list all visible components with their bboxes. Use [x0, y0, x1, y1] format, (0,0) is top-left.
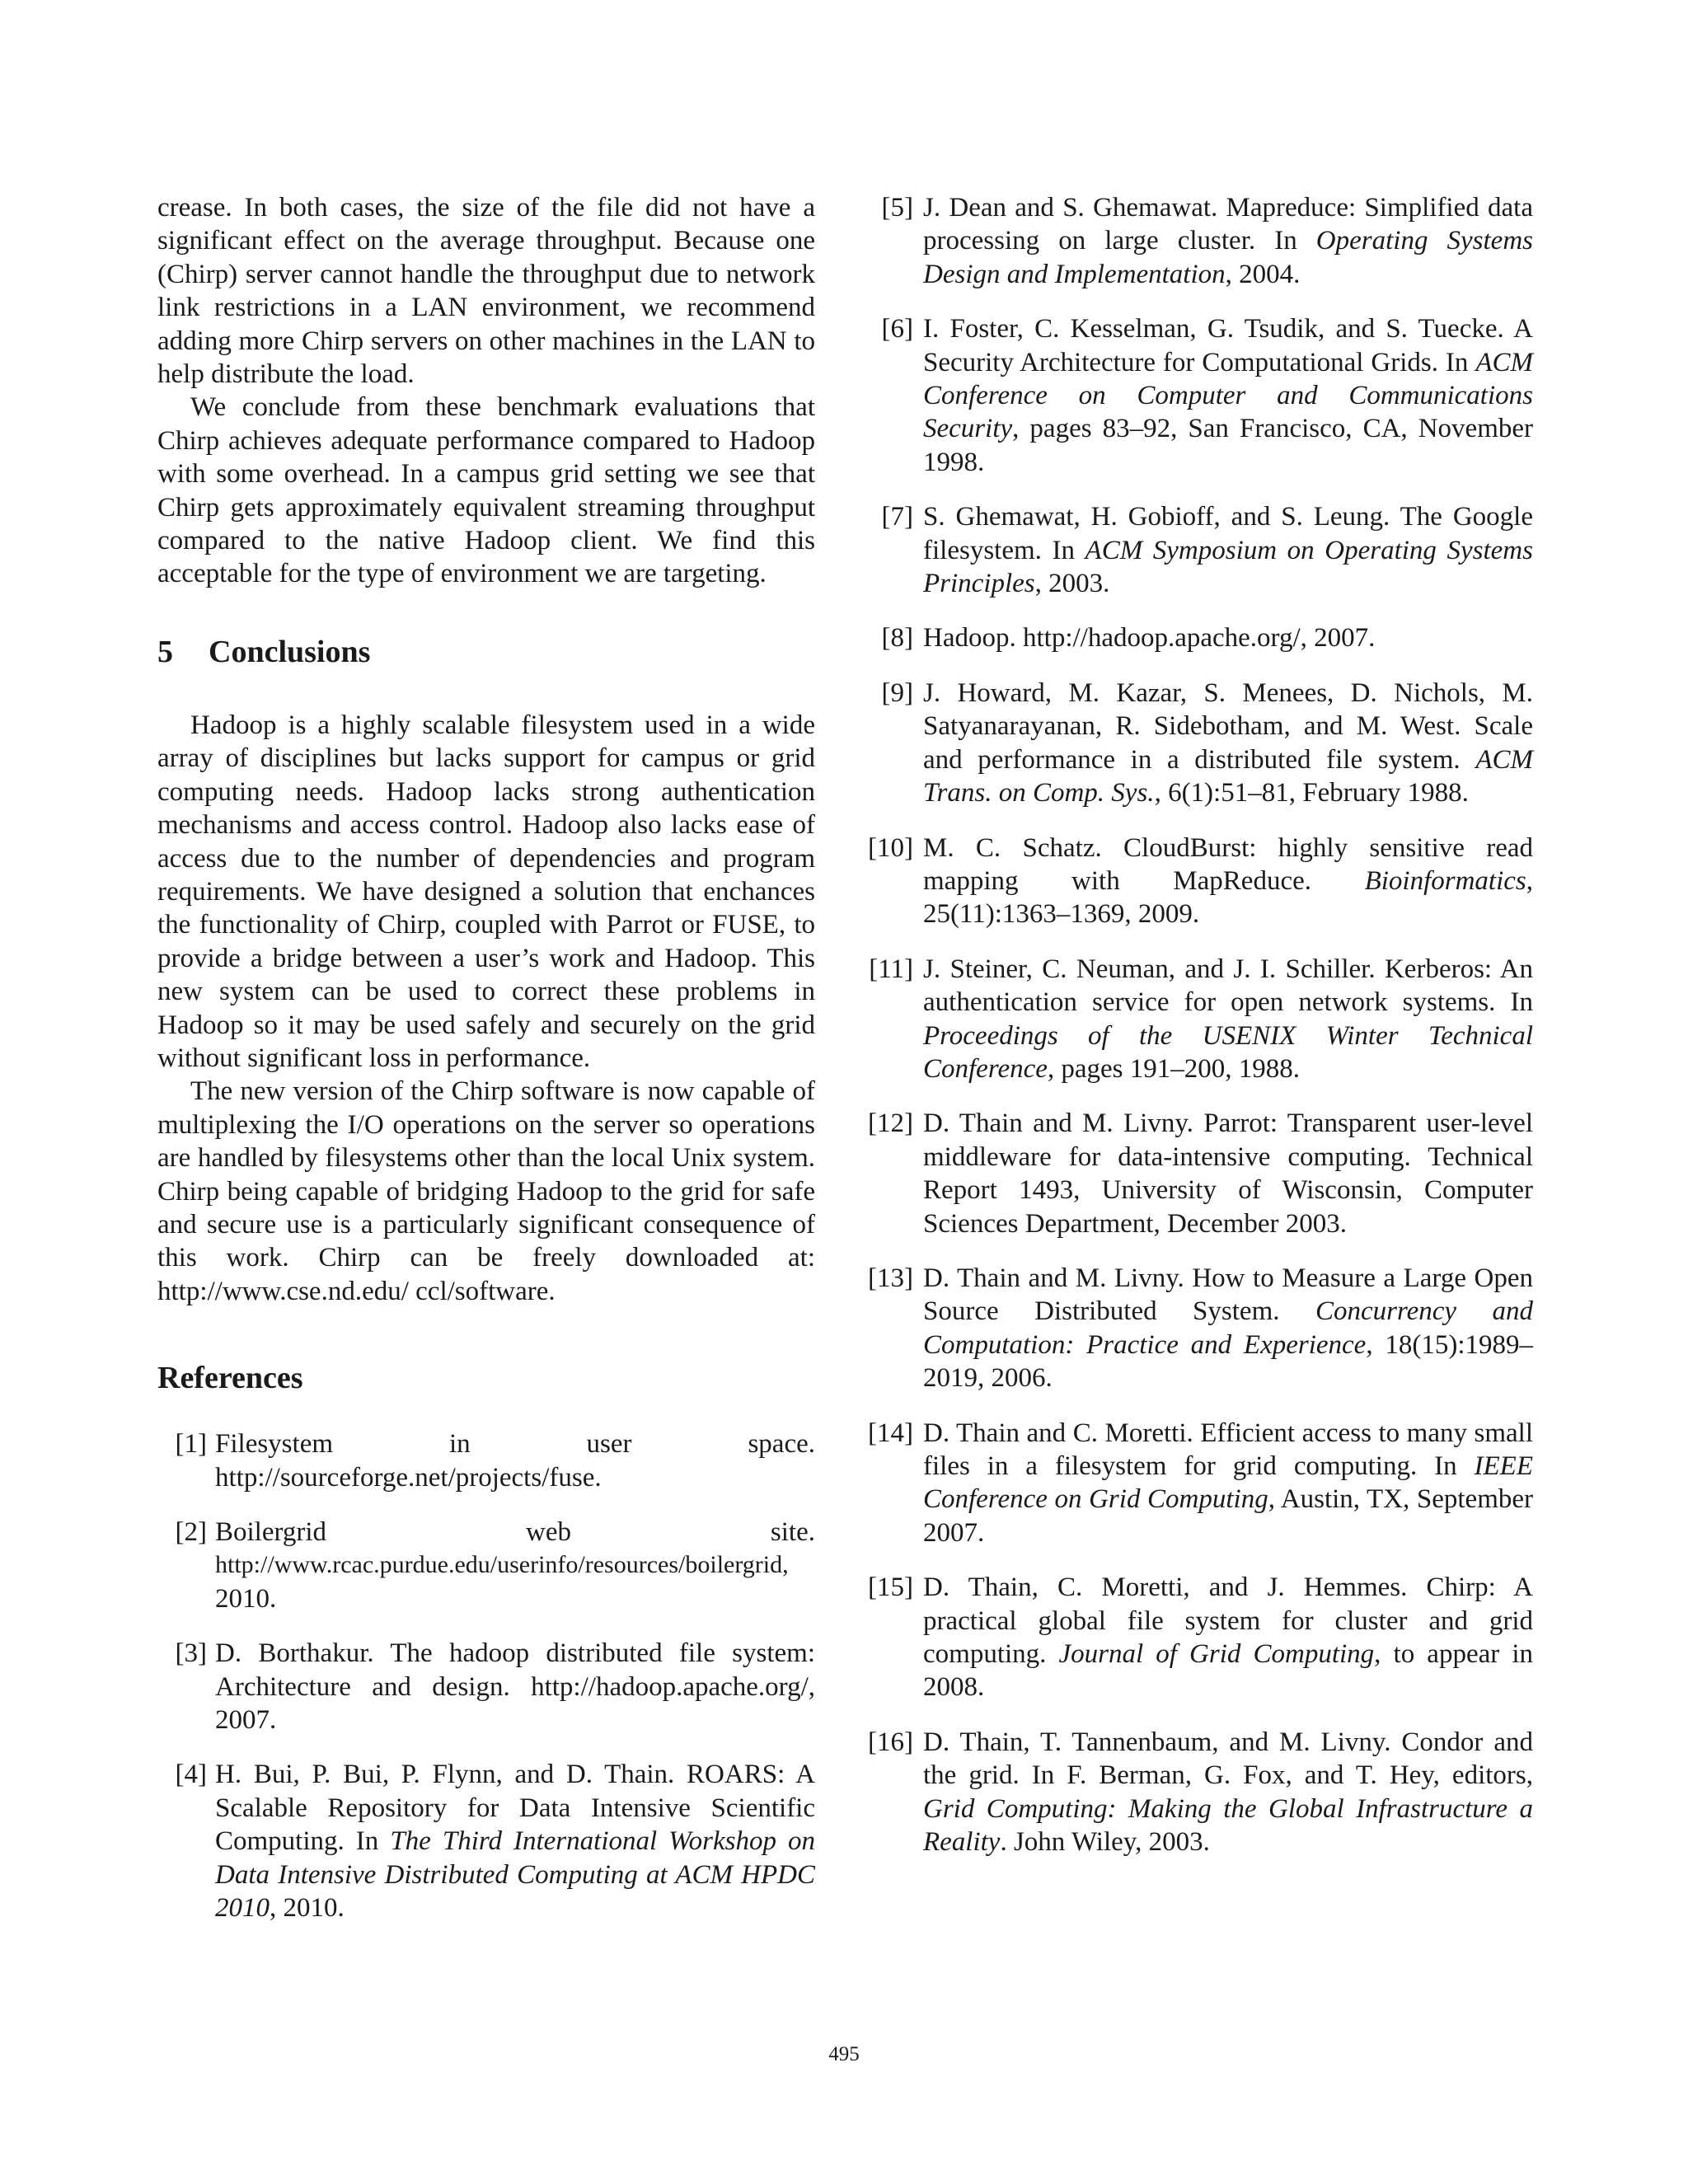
reference-item: [157, 1758, 815, 1924]
reference-label: [8]: [881, 623, 913, 654]
reference-label: [12]: [868, 1108, 913, 1139]
reference-label: [16]: [868, 1727, 913, 1757]
right-column: [865, 191, 1533, 1880]
reference-item: [865, 621, 1533, 654]
reference-text: D. Thain, C. Moretti, and J. Hemmes. Chirp: A practical global file system for cluster and grid computing. Journal of Grid Computing, to appear in 2008.: [923, 1572, 1533, 1703]
left-column: [157, 191, 815, 1946]
reference-item: [157, 1637, 815, 1736]
body-paragraph: Hadoop is a highly scalable filesystem used in a wide array of disciplines but lacks support for campus or grid computing needs. Hadoop lacks strong authentication mechanisms and access control. Hadoop also lacks ease of access due to the number of dependencies and program requirements. We have designed a solution that enchances the functionality of Chirp, coupled with Parrot or FUSE, to provide a bridge between a user’s work and Hadoop. This new system can be used to correct these problems in Hadoop so it may be used safely and securely on the grid without significant loss in performance.: [157, 710, 815, 1073]
reference-label: [15]: [868, 1572, 913, 1603]
reference-text: Boilergrid web site. http://www.rcac.purdue.edu/userinfo/resources/boilergrid, 2010.: [215, 1517, 815, 1614]
body-paragraph: crease. In both cases, the size of the file did not have a significant effect on the average throughput. Because one (Chirp) server cannot handle the throughput due to network link restrictions in a LAN environment, we recommend adding more Chirp servers on other machines in the LAN to help distribute the load.: [157, 193, 815, 390]
reference-text: S. Ghemawat, H. Gobioff, and S. Leung. The Google filesystem. In ACM Symposium on Operating Systems Principles, 2003.: [923, 502, 1533, 599]
reference-item: [157, 1516, 815, 1615]
reference-item: [865, 1417, 1533, 1550]
reference-item: [865, 1262, 1533, 1395]
reference-label: [9]: [881, 677, 913, 708]
reference-item: [865, 953, 1533, 1086]
reference-text: H. Bui, P. Bui, P. Flynn, and D. Thain. ROARS: A Scalable Repository for Data Intensive Scientific Computing. In The Third International Workshop on Data Intensive Distributed Computing at ACM HPDC 2010, 2010.: [215, 1760, 815, 1924]
page-number: 495: [828, 2043, 860, 2065]
reference-text: Hadoop. http://hadoop.apache.org/, 2007.: [923, 623, 1376, 654]
reference-label: [2]: [175, 1517, 207, 1547]
reference-text: J. Steiner, C. Neuman, and J. I. Schiller. Kerberos: An authentication service for open network systems. In Proceedings of the USENIX Winter Technical Conference, pages 191–200, 1988.: [923, 954, 1533, 1084]
section-heading: [157, 634, 815, 670]
reference-label: [14]: [868, 1418, 913, 1448]
reference-text: D. Thain and C. Moretti. Efficient access to many small files in a filesystem for grid computing. In IEEE Conference on Grid Computing, Austin, TX, September 2007.: [923, 1418, 1534, 1548]
reference-text: J. Dean and S. Ghemawat. Mapreduce: Simplified data processing on large cluster. In Operating Systems Design and Implementation, 2004.: [923, 193, 1533, 289]
reference-item: [865, 312, 1533, 479]
reference-text: M. C. Schatz. CloudBurst: highly sensitive read mapping with MapReduce. Bioinformatics, 25(11):1363–1369, 2009.: [923, 832, 1533, 930]
reference-text: I. Foster, C. Kesselman, G. Tsudik, and S. Tuecke. A Security Architecture for Computational Grids. In ACM Conference on Computer and Communications Security, pages 83–92, San Francisco, CA, November 1998.: [923, 314, 1533, 477]
references-heading: References: [157, 1361, 303, 1396]
reference-label: [4]: [175, 1760, 207, 1790]
reference-item: [865, 1726, 1533, 1859]
reference-item: [865, 677, 1533, 810]
reference-label: [11]: [869, 954, 913, 984]
reference-item: [865, 832, 1533, 931]
reference-label: [5]: [881, 193, 913, 223]
reference-label: [7]: [881, 502, 913, 532]
reference-label: [6]: [881, 314, 913, 344]
reference-text: Filesystem in user space. http://sourceforge.net/projects/fuse.: [215, 1429, 815, 1493]
reference-text: D. Thain, T. Tannenbaum, and M. Livny. Condor and the grid. In F. Berman, G. Fox, and T. Hey, editors, Grid Computing: Making the Global Infrastructure a Reality. John Wiley, 2003.: [923, 1727, 1533, 1858]
reference-label: [1]: [175, 1429, 207, 1460]
reference-text: J. Howard, M. Kazar, S. Menees, D. Nichols, M. Satyanarayanan, R. Sidebotham, and M. West. Scale and performance in a distributed file system. ACM Trans. on Comp. Sys., 6(1):51–81, February 1988.: [923, 677, 1533, 808]
reference-item: [865, 1571, 1533, 1704]
reference-item: [157, 1427, 815, 1494]
body-paragraph: The new version of the Chirp software is now capable of multiplexing the I/O operations on the server so operations are handled by filesystems other than the local Unix system. Chirp being capable of bridging Hadoop to the grid for safe and secure use is a particularly significant consequence of this work. Chirp can be freely downloaded at: http://www.cse.nd.edu/ ccl/software.: [157, 1076, 815, 1306]
body-paragraph: We conclude from these benchmark evaluations that Chirp achieves adequate performance compared to Hadoop with some overhead. In a campus grid setting we see that Chirp gets approximately equivalent streaming throughput compared to the native Hadoop client. We find this acceptable for the type of environment we are targeting.: [157, 392, 815, 589]
reference-text: D. Thain and M. Livny. Parrot: Transparent user-level middleware for data-intensive computing. Technical Report 1493, University of Wisconsin, Computer Sciences Department, December 2003.: [923, 1108, 1533, 1239]
reference-label: [3]: [175, 1638, 207, 1669]
reference-item: [865, 1107, 1533, 1240]
reference-text: D. Borthakur. The hadoop distributed file system: Architecture and design. http://hadoop.apache.org/, 2007.: [215, 1638, 815, 1736]
reference-item: [865, 500, 1533, 600]
reference-list: [157, 1427, 815, 1924]
reference-label: [13]: [868, 1263, 913, 1293]
section-title: Conclusions: [209, 634, 371, 669]
section-number: 5: [157, 634, 173, 669]
reference-text: D. Thain and M. Livny. How to Measure a Large Open Source Distributed System. Concurrency and Computation: Practice and Experience, 18(15):1989–2019, 2006.: [923, 1263, 1533, 1394]
reference-item: [865, 191, 1533, 291]
reference-label: [10]: [868, 832, 913, 863]
